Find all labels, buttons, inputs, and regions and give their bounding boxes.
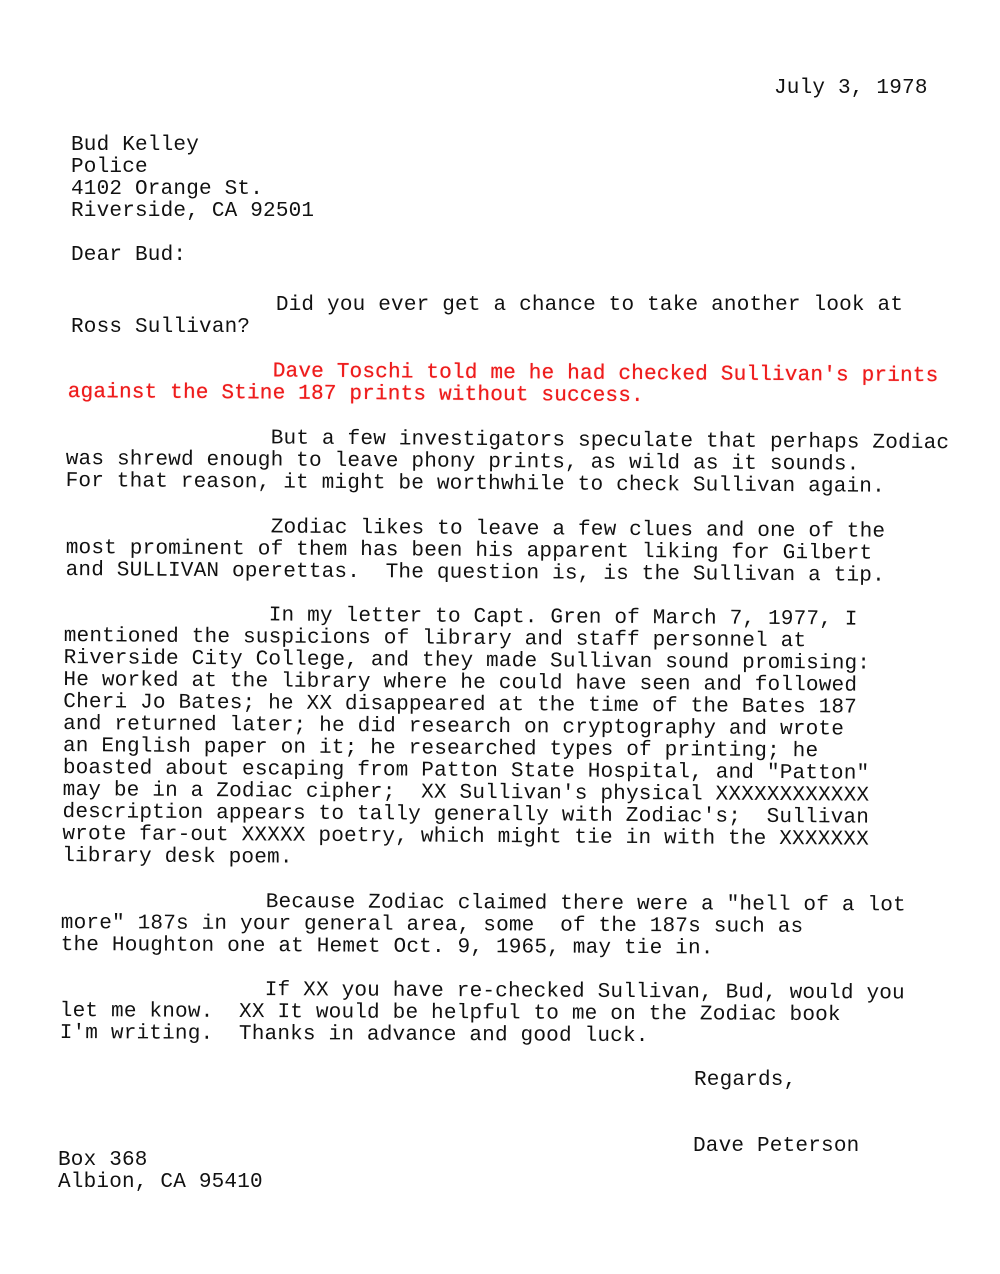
paragraph-5: In my letter to Capt. Gren of March 7, 1977, I mentioned the suspicions of library and staff personnel at Riverside City College, and they made Sullivan sound promising: He worked at the library where he could have seen and followed Cheri Jo Bates; he XX disappeared at the time of the Bates 187 and returned later; he did research on cryptography and wrote an English paper on it; he researched types of printing; he boasted about escaping from Patton State Hospital, and "Patton" may be in a Zodiac cipher; XX Sullivan's physical XXXXXXXXXXXX description appears to tally generally with Zodiac's; Sullivan wrote far-out XXXXX poetry, which might tie in with the XXXXXXX library desk poem. — [62, 603, 871, 870]
return-address — [58, 1150, 263, 1194]
recipient-org: Police — [71, 156, 148, 179]
paragraph-4: Zodiac likes to leave a few clues and one of the most prominent of them has been his apparent liking for Gilbert and SULLIVAN operettas. The question is, is the Sullivan a tip. — [65, 515, 886, 588]
closing: Regards, — [694, 1069, 797, 1092]
paragraph-7: If XX you have re-checked Sullivan, Bud, would you let me know. XX It would be helpful to me on the Zodiac book I'm writing. Thanks in advance and good luck. — [59, 978, 905, 1049]
paragraph-2-highlighted: Dave Toschi told me he had checked Sullivan's prints against the Stine 187 prints without success. — [67, 359, 939, 409]
letter-date: July 3, 1978 — [774, 77, 928, 100]
signature-name: Dave Peterson — [693, 1135, 860, 1158]
recipient-address — [71, 135, 314, 223]
return-city: Albion, CA 95410 — [58, 1171, 263, 1194]
salutation: Dear Bud: — [71, 244, 187, 267]
recipient-city: Riverside, CA 92501 — [71, 200, 315, 223]
paragraph-3: But a few investigators speculate that perhaps Zodiac was shrewd enough to leave phony prints, as wild as it sounds. For that reason, it might be worthwhile to check Sullivan again. — [65, 426, 950, 499]
return-box: Box 368 — [58, 1149, 148, 1172]
paragraph-1: Did you ever get a chance to take another look at Ross Sullivan? — [71, 294, 904, 339]
paragraph-6: Because Zodiac claimed there were a "hell of a lot more" 187s in your general area, some of the 187s such as the Houghton one at Hemet Oct. 9, 1965, may tie in. — [60, 890, 906, 961]
recipient-street: 4102 Orange St. — [71, 178, 264, 201]
recipient-name: Bud Kelley — [71, 134, 200, 157]
